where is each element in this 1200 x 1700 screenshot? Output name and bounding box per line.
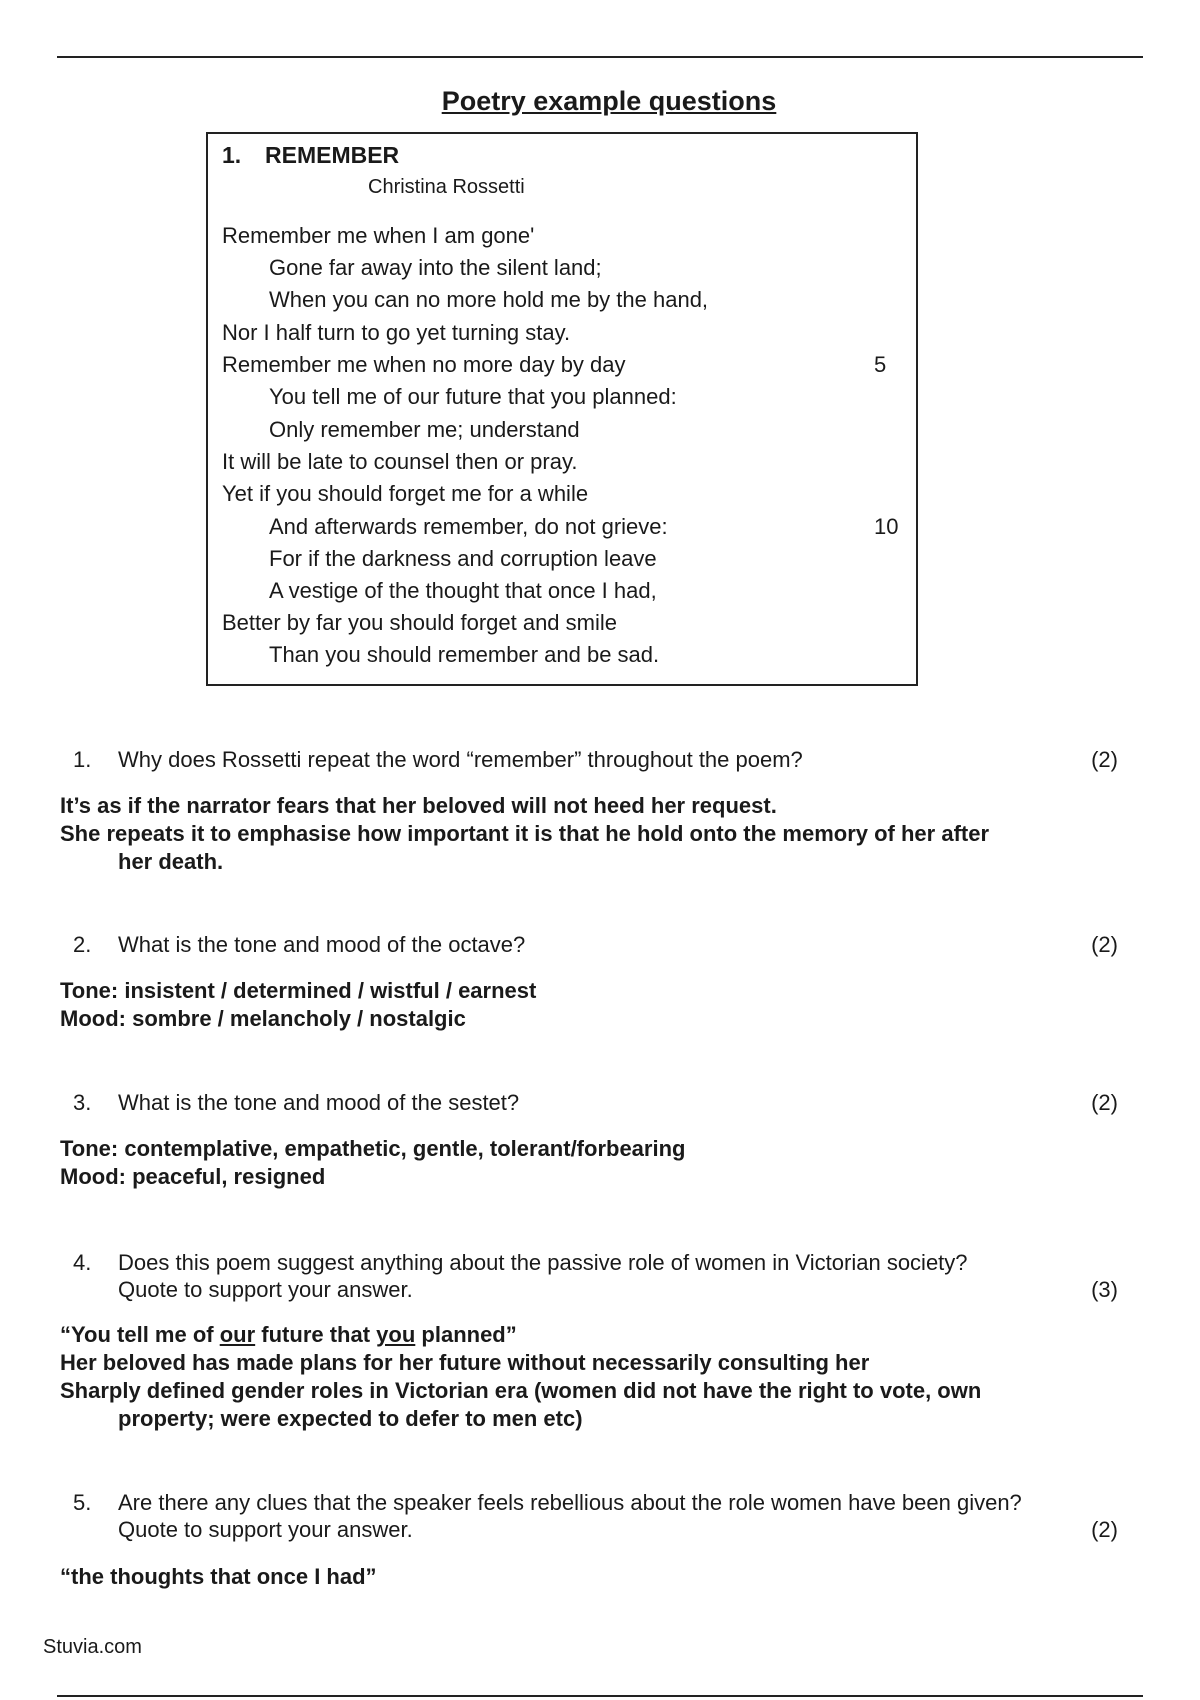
question-text-continued: Quote to support your answer. <box>118 1277 413 1302</box>
poem-title: REMEMBER <box>265 142 400 168</box>
quote-underlined: our <box>219 1322 256 1347</box>
question-marks: (2) <box>1091 1517 1118 1542</box>
poem-line: For if the darkness and corruption leave <box>269 546 657 571</box>
question-marks: (3) <box>1091 1277 1118 1302</box>
answer-line: Sharply defined gender roles in Victorian era (women did not have the right to vote, own <box>60 1378 982 1403</box>
answer-line: Tone: contemplative, empathetic, gentle, tolerant/forbearing <box>60 1136 686 1161</box>
poem-line: And afterwards remember, do not grieve: <box>269 514 668 539</box>
answer-1 <box>60 792 1140 876</box>
answer-line: her death. <box>118 849 224 874</box>
question-marks: (2) <box>1091 932 1118 957</box>
answer-2 <box>60 977 1140 1033</box>
footer-source: Stuvia.com <box>43 1636 142 1658</box>
poem-line: Yet if you should forget me for a while <box>222 481 589 506</box>
answer-quote <box>60 1321 1140 1349</box>
question-marks: (2) <box>1091 1090 1118 1115</box>
quote-part: “You tell me of <box>60 1322 220 1347</box>
poem-box <box>206 132 918 686</box>
question-text: What is the tone and mood of the sestet? <box>118 1090 520 1115</box>
line-number: 5 <box>874 352 887 377</box>
question-text: Does this poem suggest anything about the passive role of women in Victorian society? <box>118 1250 968 1275</box>
answer-line: Mood: sombre / melancholy / nostalgic <box>60 1006 466 1031</box>
poem-line: A vestige of the thought that once I had, <box>269 578 657 603</box>
answer-line: property; were expected to defer to men etc) <box>118 1406 583 1431</box>
poem-line: Better by far you should forget and smile <box>222 610 617 635</box>
poem-author: Christina Rossetti <box>368 176 525 198</box>
poem-line: It will be late to counsel then or pray. <box>222 449 578 474</box>
question-marks: (2) <box>1091 747 1118 772</box>
poem-line: Remember me when I am gone' <box>222 223 535 248</box>
poem-number: 1. <box>222 142 242 168</box>
quote-part: planned” <box>415 1322 517 1347</box>
question-number: 4. <box>73 1250 92 1275</box>
quote-part: future that <box>255 1322 377 1347</box>
answer-3 <box>60 1135 1140 1191</box>
poem-line: When you can no more hold me by the hand, <box>269 287 709 312</box>
question-number: 5. <box>73 1490 92 1515</box>
poem-line: Remember me when no more day by day <box>222 352 626 377</box>
question-text: What is the tone and mood of the octave? <box>118 932 526 957</box>
poem-heading <box>222 142 399 169</box>
poem-line: Than you should remember and be sad. <box>269 642 660 667</box>
answer-line: Mood: peaceful, resigned <box>60 1164 326 1189</box>
poem-line: Only remember me; understand <box>269 417 580 442</box>
question-text: Why does Rossetti repeat the word “remember” throughout the poem? <box>118 747 803 772</box>
answer-line: Her beloved has made plans for her future without necessarily consulting her <box>60 1350 870 1375</box>
answer-line: “the thoughts that once I had” <box>60 1564 377 1589</box>
page-title: Poetry example questions <box>441 86 777 116</box>
answer-line: Tone: insistent / determined / wistful / earnest <box>60 978 537 1003</box>
question-number: 2. <box>73 932 92 957</box>
answer-line: She repeats it to emphasise how important it is that he hold onto the memory of her after <box>60 821 990 846</box>
poem-line: Gone far away into the silent land; <box>269 255 602 280</box>
poem-line: Nor I half turn to go yet turning stay. <box>222 320 571 345</box>
question-text: Are there any clues that the speaker feels rebellious about the role women have been given? <box>118 1490 1022 1515</box>
bottom-rule <box>57 1695 1143 1697</box>
quote-underlined: you <box>376 1322 416 1347</box>
poem-line: You tell me of our future that you planned: <box>269 384 677 409</box>
answer-4 <box>60 1321 1140 1433</box>
question-number: 1. <box>73 747 92 772</box>
question-number: 3. <box>73 1090 92 1115</box>
answer-line: It’s as if the narrator fears that her beloved will not heed her request. <box>60 793 777 818</box>
line-number: 10 <box>874 514 899 539</box>
question-text-continued: Quote to support your answer. <box>118 1517 413 1542</box>
answer-5 <box>60 1563 1140 1591</box>
top-rule <box>57 56 1143 58</box>
